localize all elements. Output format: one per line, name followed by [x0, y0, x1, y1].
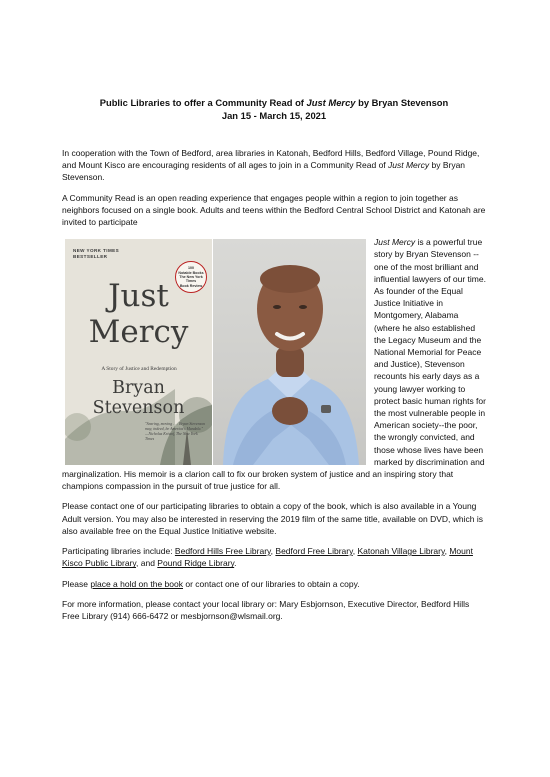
- cover-award-seal: 100 Notable Books The New York Times Book Review: [175, 261, 207, 293]
- page-title: [62, 96, 486, 122]
- link-bedford-hills-free-library[interactable]: Bedford Hills Free Library: [174, 546, 271, 557]
- description-paragraph: Just Mercy is a powerful true story by Bryan Stevenson -- one of the most brilliant and influential lawyers of our time. As founder of the Equal Justice Initiative in Montgomery, Alabama (where he also established the Legacy Museum and the National Memorial for Peace and Justice), Stevenson recounts his early days as a young lawyer working to protect basic human rights for the most vulnerable people in American society--the poor, the wrongly convicted, and those whose lives have been marked by discrimination and marginalization. His memoir is a clarion call to fix our broken system of justice and an inspiring story that champions compassion in the pursuit of true justice for all.: [62, 237, 486, 492]
- author-portrait-illustration: [213, 239, 366, 465]
- cover-title-line-1: Just: [108, 278, 169, 315]
- description-block: [62, 236, 486, 500]
- cover-subtitle: A Story of Justice and Redemption: [101, 366, 177, 373]
- book-cover-image: [65, 239, 212, 465]
- cover-title-line-2: Mercy: [88, 314, 189, 351]
- cover-bestseller-banner: NEW YORK TIMES BESTSELLER: [73, 248, 120, 260]
- cover-author-line-2: Stevenson: [92, 398, 185, 419]
- place-hold-link[interactable]: place a hold on the book: [90, 578, 183, 589]
- link-katonah-village-library[interactable]: Katonah Village Library: [357, 546, 445, 557]
- intro-paragraph: In cooperation with the Town of Bedford, area libraries in Katonah, Bedford Hills, Bedford Village, Pound Ridge, and Mount Kisco are encouraging residents of all ages to join in a Community Read of Just Mercy by Bryan Stevenson.: [62, 148, 480, 183]
- about-paragraph: A Community Read is an open reading experience that engages people within a region to join together as neighbors focused on a single book. Adults and teens within the Bedford Central School District and Katonah are invited to participate: [62, 192, 486, 228]
- contact-paragraph: Please contact one of our participating libraries to obtain a copy of the book, which is also available in a Young Adult version. You may also be interested in reserving the 2019 film of the same title, available on DVD, which is also available free on the Equal Justice Initiative website.: [62, 501, 483, 536]
- title-dates: Jan 15 - March 15, 2021: [221, 110, 327, 121]
- link-bedford-free-library[interactable]: Bedford Free Library: [275, 546, 353, 557]
- author-portrait-image: [213, 239, 366, 465]
- libraries-paragraph: Participating libraries include: Bedford Hills Free Library, Bedford Free Library, Katonah Village Library, Mount Kisco Public Library, and Pound Ridge Library.: [62, 546, 473, 569]
- more-info-paragraph: For more information, please contact your local library or: Mary Esbjornson, Executive Director, Bedford Hills Free Library (914) 666-6472 or mesbjornson@wlsmail.org.: [62, 598, 470, 621]
- title-line-1: Public Libraries to offer a Community Read of Just Mercy by Bryan Stevenson: [99, 97, 449, 108]
- cover-author-line-1: Bryan: [112, 378, 165, 399]
- link-pound-ridge-library[interactable]: Pound Ridge Library: [157, 558, 235, 569]
- link-mount-kisco-public-library[interactable]: Mount Kisco Public Library: [62, 546, 473, 569]
- document-page: [62, 96, 486, 630]
- hold-paragraph: Please place a hold on the book or contact one of our libraries to obtain a copy.: [62, 578, 360, 589]
- images-row: [65, 239, 366, 465]
- cover-blurb: "Searing, moving . . . Bryan Stevenson may, indeed, be America's Mandela." —Nicholas Kristof, The New York Times: [145, 422, 205, 442]
